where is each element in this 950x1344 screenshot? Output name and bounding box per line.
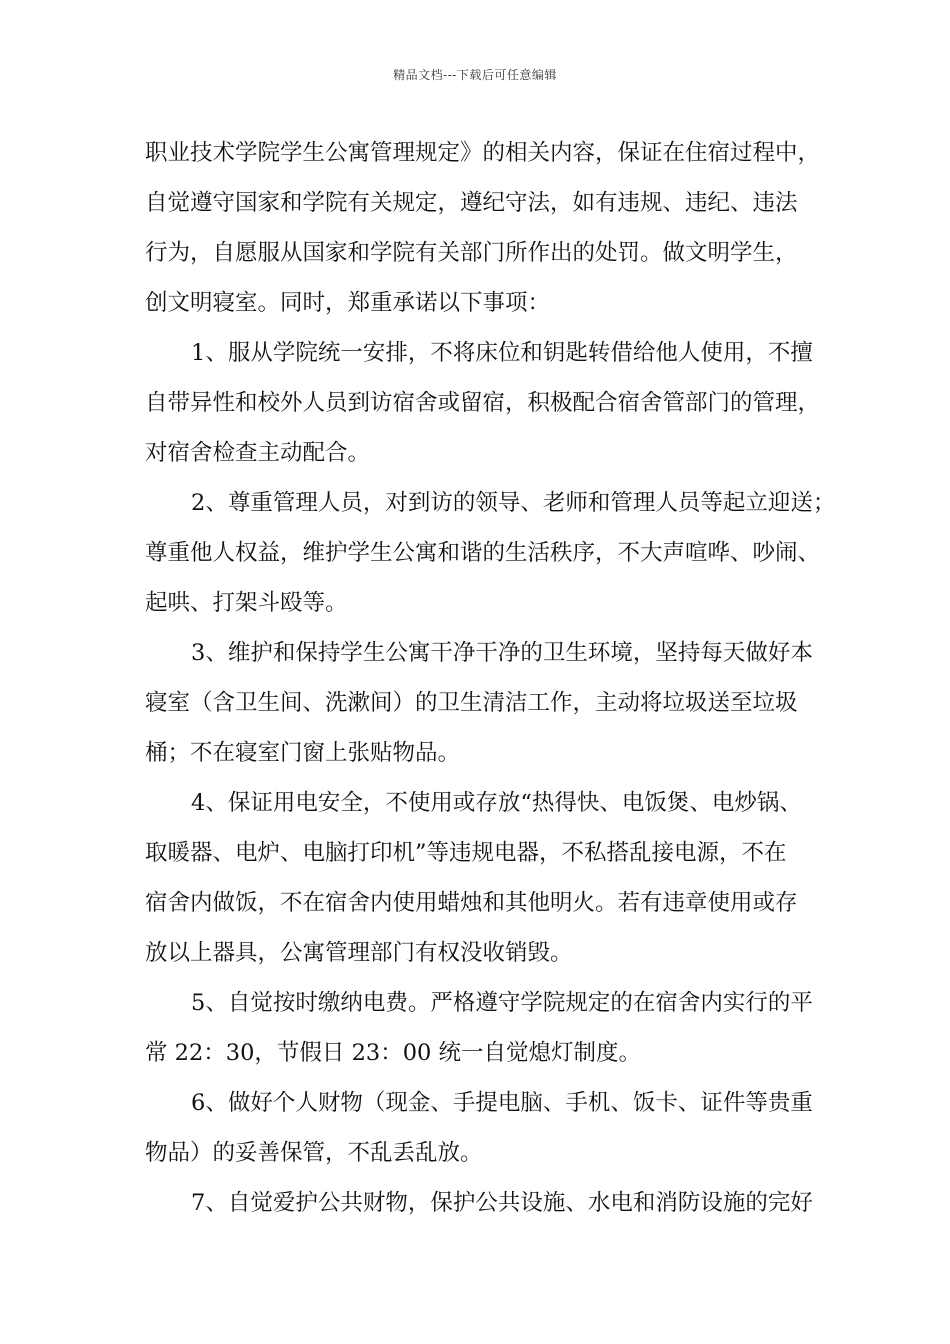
text-line: 5、自觉按时缴纳电费。严格遵守学院规定的在宿舍内实行的平 — [191, 990, 813, 1016]
document-body — [145, 128, 836, 1228]
text-line: 放以上器具，公寓管理部门有权没收销毁。 — [145, 940, 573, 966]
text-line: 桶；不在寝室门窗上张贴物品。 — [145, 740, 461, 766]
text-line: 7、自觉爱护公共财物，保护公共设施、水电和消防设施的完好 — [191, 1190, 813, 1216]
text-line: 职业技术学院学生公寓管理规定》的相关内容，保证在住宿过程中， — [145, 140, 821, 166]
text-line: 取暖器、电炉、电脑打印机”等违规电器，不私搭乱接电源，不在 — [145, 840, 787, 866]
page-header: 精品文档---下载后可任意编辑 — [393, 68, 557, 82]
text-line: 物品）的妥善保管，不乱丢乱放。 — [145, 1140, 483, 1166]
text-line: 3、维护和保持学生公寓干净干净的卫生环境，坚持每天做好本 — [191, 640, 813, 666]
text-line: 尊重他人权益，维护学生公寓和谐的生活秩序，不大声喧哗、吵闹、 — [145, 540, 821, 566]
text-line: 6、做好个人财物（现金、手提电脑、手机、饭卡、证件等贵重 — [191, 1090, 813, 1116]
text-line: 行为，自愿服从国家和学院有关部门所作出的处罚。做文明学生， — [145, 240, 798, 266]
text-line: 自觉遵守国家和学院有关规定，遵纪守法，如有违规、违纪、违法 — [145, 190, 798, 216]
text-line: 对宿舍检查主动配合。 — [145, 440, 371, 466]
text-line: 寝室（含卫生间、洗漱间）的卫生清洁工作，主动将垃圾送至垃圾 — [145, 690, 798, 716]
text-line: 起哄、打架斗殴等。 — [145, 590, 348, 616]
text-line: 常 22：30，节假日 23：00 统一自觉熄灯制度。 — [145, 1040, 641, 1066]
text-line: 1、服从学院统一安排，不将床位和钥匙转借给他人使用，不擅 — [191, 340, 813, 366]
text-line: 2、尊重管理人员，对到访的领导、老师和管理人员等起立迎送； — [191, 490, 836, 516]
text-line: 创文明寝室。同时，郑重承诺以下事项： — [145, 290, 551, 316]
text-line: 宿舍内做饭，不在宿舍内使用蜡烛和其他明火。若有违章使用或存 — [145, 890, 798, 916]
text-line: 4、保证用电安全，不使用或存放“热得快、电饭煲、电炒锅、 — [191, 790, 802, 816]
text-line: 自带异性和校外人员到访宿舍或留宿，积极配合宿舍管部门的管理， — [145, 390, 821, 416]
